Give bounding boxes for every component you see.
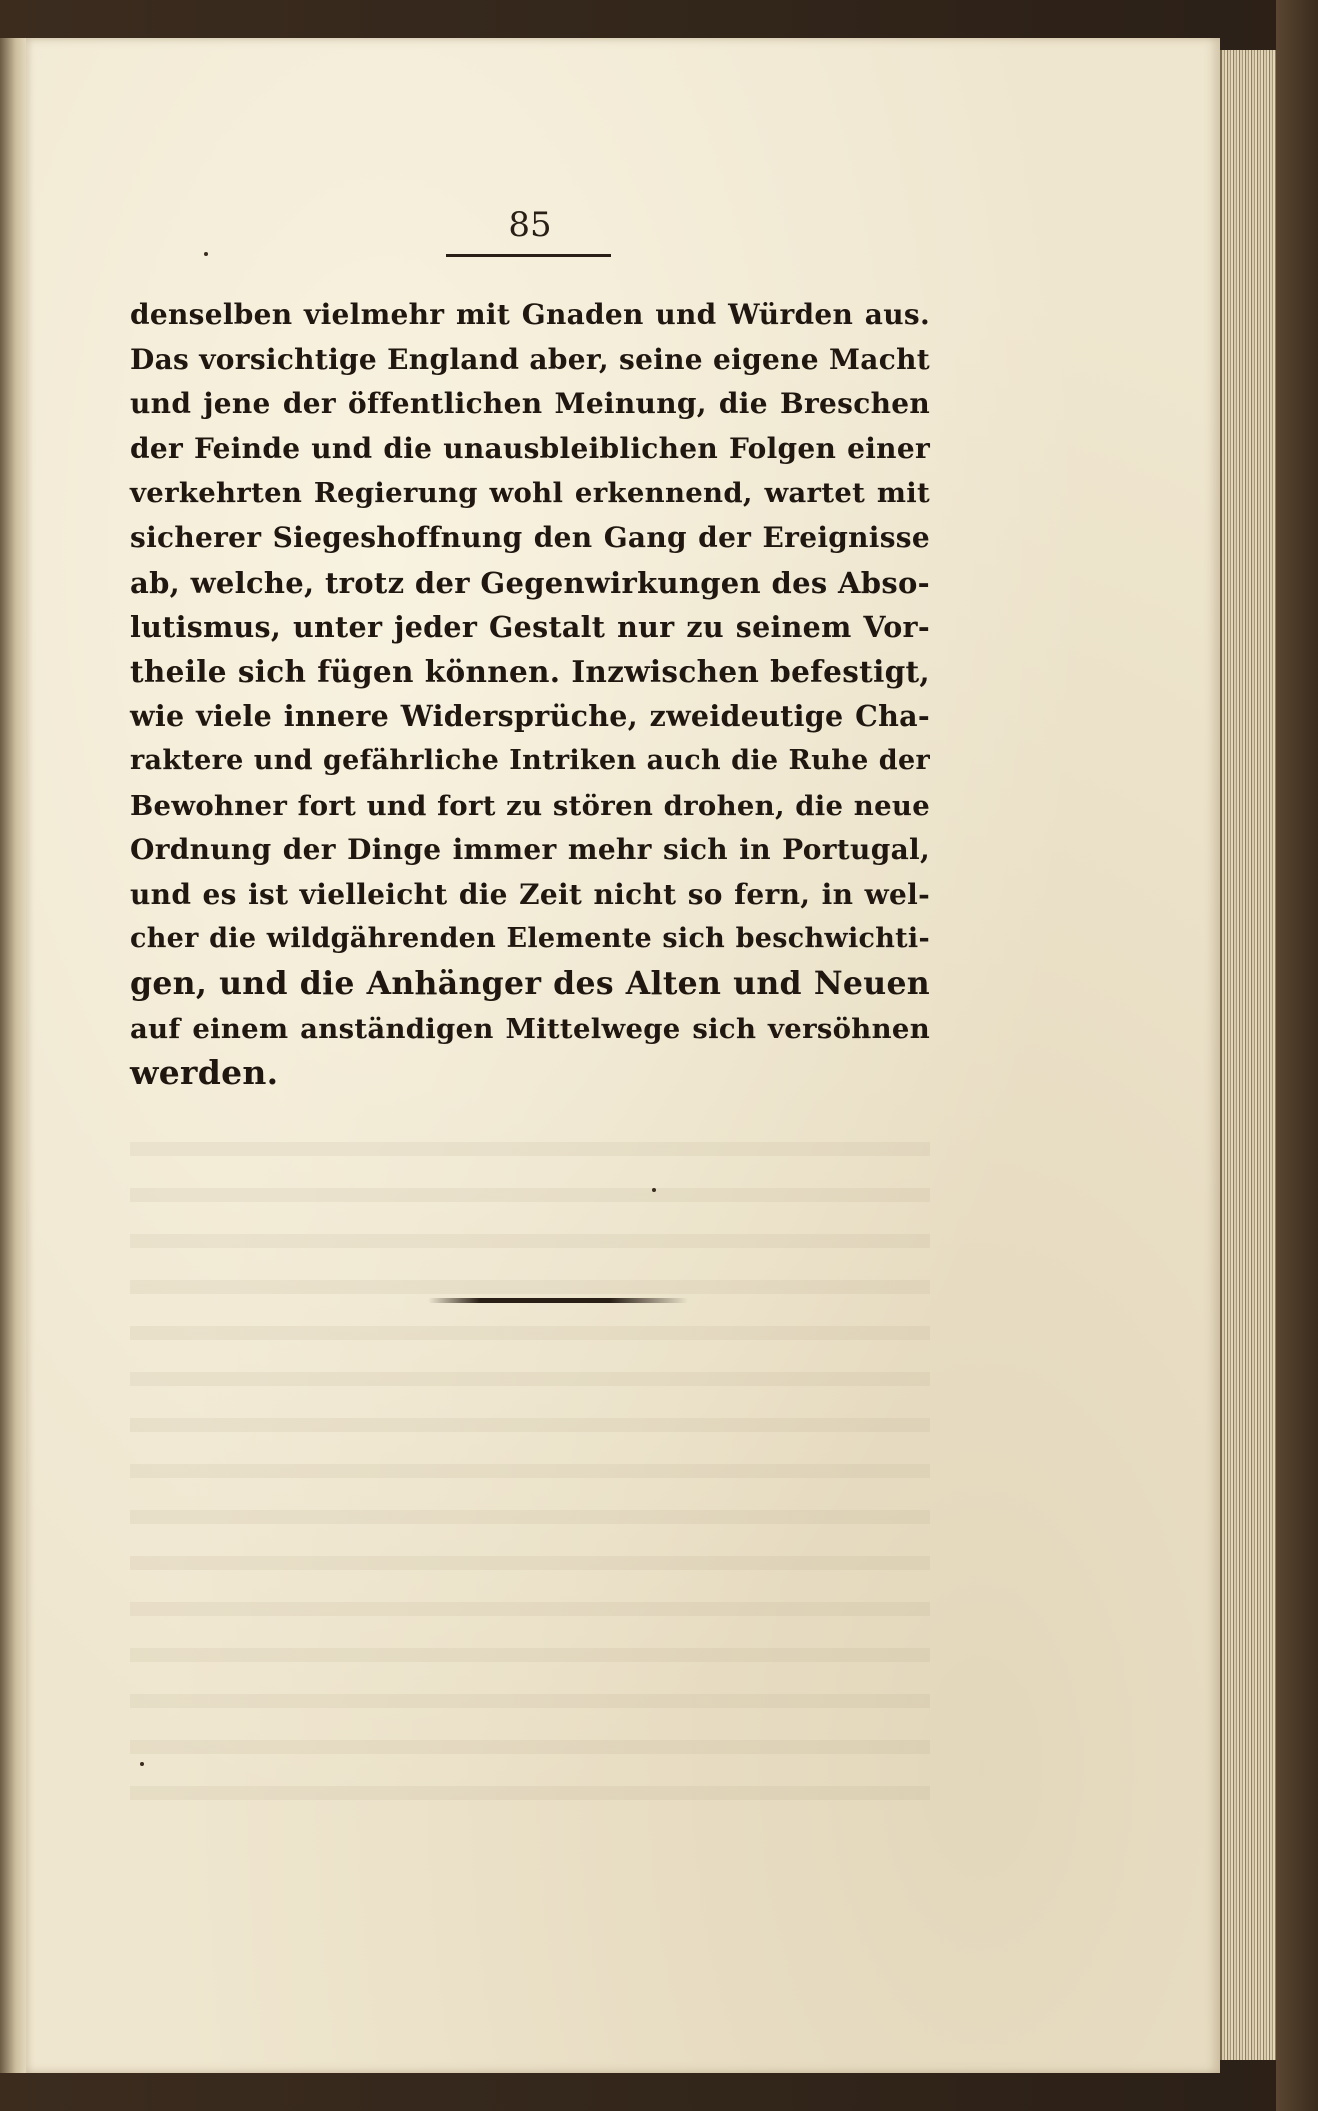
text-line: Bewohner fort und fort zu stören drohen, die neue (130, 789, 930, 822)
text-line: cher die wildgährenden Elemente sich beschwichti- (130, 923, 930, 955)
text-line: werden. (130, 1053, 279, 1093)
book-cover-edge (1276, 0, 1318, 2111)
ink-speck (652, 1188, 656, 1192)
text-line: Das vorsichtige England aber, seine eigene Macht (130, 342, 930, 376)
text-line: denselben vielmehr mit Gnaden und Würden aus. (130, 298, 930, 331)
text-line: und es ist vielleicht die Zeit nicht so fern, in wel- (130, 877, 930, 911)
end-ornament-rule (428, 1298, 688, 1303)
text-line: ab, welche, trotz der Gegenwirkungen des Abso- (130, 565, 930, 600)
ink-speck (140, 1762, 144, 1766)
text-line: raktere und gefährliche Intriken auch die Ruhe der (130, 744, 930, 776)
text-line: gen, und die Anhänger des Alten und Neuen (130, 964, 930, 1002)
text-line: theile sich fügen können. Inzwischen befestigt, (130, 653, 930, 689)
text-line: sicherer Siegeshoffnung den Gang der Ereignisse (130, 520, 930, 554)
text-line: und jene der öffentlichen Meinung, die Breschen (130, 387, 930, 421)
show-through-from-reverse (130, 1120, 930, 1820)
page-number-rule (446, 254, 611, 257)
page-stack-edges (1220, 50, 1278, 2060)
text-line: auf einem anständigen Mittelwege sich versöhnen (130, 1012, 930, 1045)
text-line: verkehrten Regierung wohl erkennend, wartet mit (130, 477, 930, 510)
ink-speck (204, 252, 208, 256)
facing-page-edge (0, 38, 27, 2073)
body-text (130, 293, 930, 1096)
text-line: der Feinde und die unausbleiblichen Folgen einer (130, 431, 930, 465)
text-line: Ordnung der Dinge immer mehr sich in Portugal, (130, 833, 930, 867)
text-line: lutismus, unter jeder Gestalt nur zu seinem Vor- (130, 610, 930, 645)
text-line: wie viele innere Widersprüche, zweideutige Cha- (130, 699, 930, 734)
page-number: 85 (508, 205, 552, 245)
